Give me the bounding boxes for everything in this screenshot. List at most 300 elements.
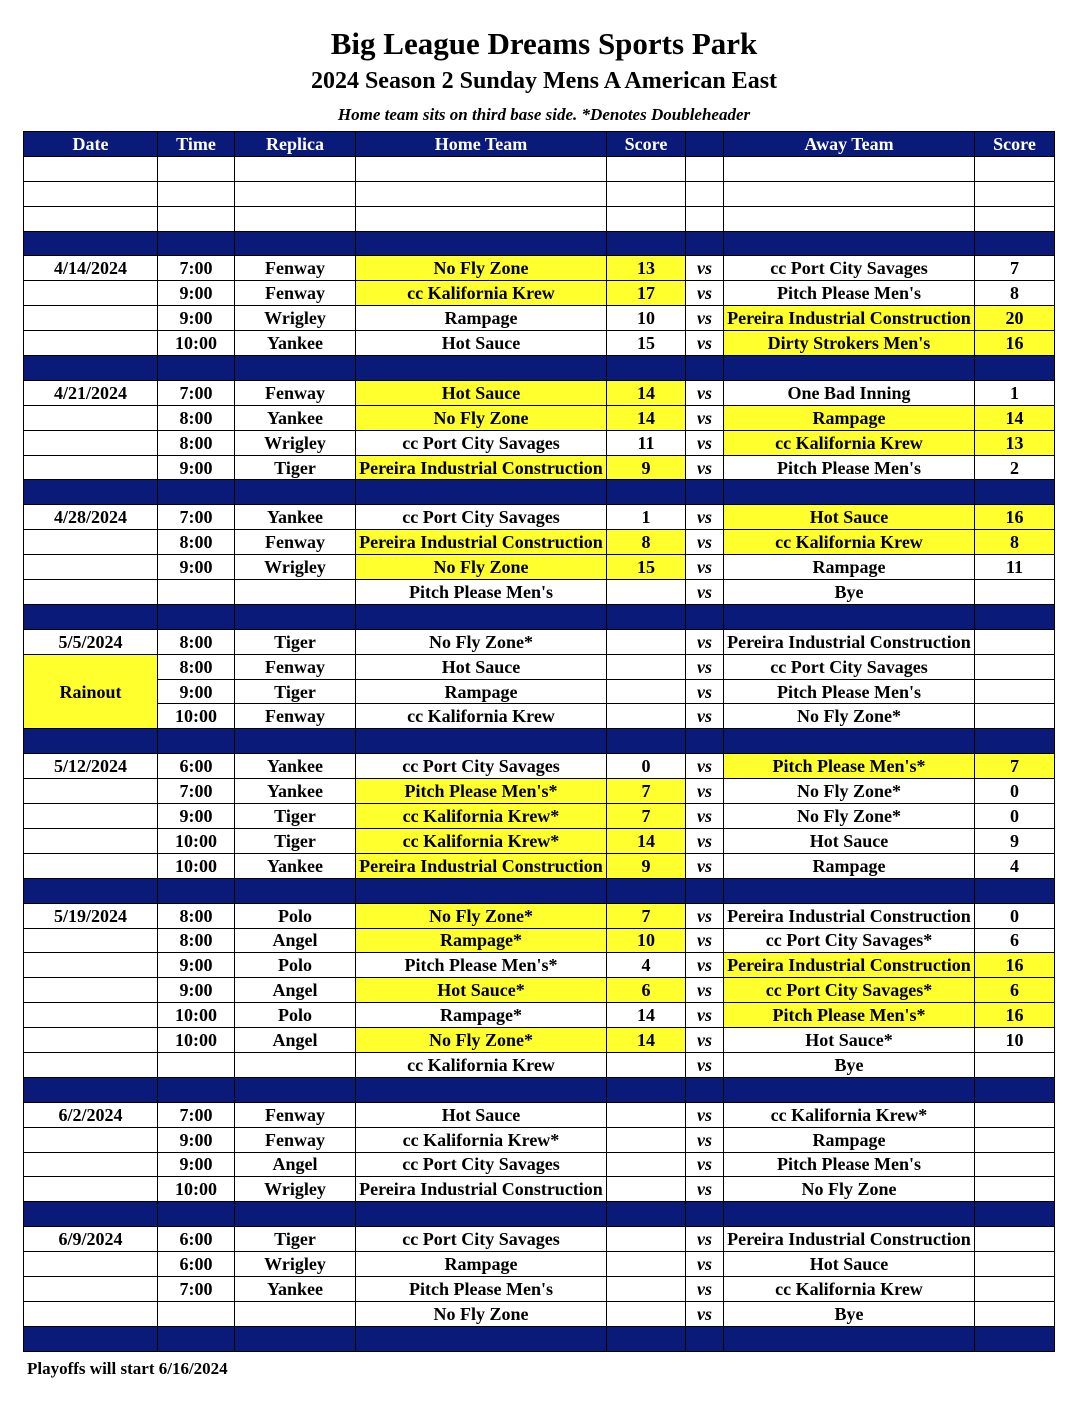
game-time	[158, 580, 235, 605]
game-time: 10:00	[158, 1003, 235, 1028]
home-team: Rampage	[356, 679, 607, 704]
empty-cell	[975, 206, 1055, 231]
vs-label: vs	[686, 306, 724, 331]
home-score	[607, 580, 686, 605]
home-team: cc Port City Savages	[356, 505, 607, 530]
week-separator-row	[24, 480, 1055, 505]
home-team: cc Port City Savages	[356, 1152, 607, 1177]
col-header-time: Time	[158, 132, 235, 157]
vs-label: vs	[686, 281, 724, 306]
home-team: cc Port City Savages	[356, 430, 607, 455]
separator-cell	[975, 356, 1055, 381]
vs-label: vs	[686, 1127, 724, 1152]
away-score: 6	[975, 978, 1055, 1003]
game-row	[24, 1301, 1055, 1326]
home-score: 7	[607, 804, 686, 829]
home-team: No Fly Zone*	[356, 629, 607, 654]
schedule-table	[23, 131, 1055, 1352]
home-score: 8	[607, 530, 686, 555]
game-row	[24, 331, 1055, 356]
vs-label: vs	[686, 455, 724, 480]
game-field: Polo	[235, 903, 356, 928]
game-time: 9:00	[158, 306, 235, 331]
game-row	[24, 430, 1055, 455]
vs-label: vs	[686, 754, 724, 779]
game-field: Wrigley	[235, 306, 356, 331]
separator-cell	[607, 1326, 686, 1351]
week-separator-row	[24, 878, 1055, 903]
vs-label: vs	[686, 1028, 724, 1053]
away-team: Rampage	[724, 405, 975, 430]
game-row	[24, 380, 1055, 405]
game-date	[24, 555, 158, 580]
away-team: Bye	[724, 580, 975, 605]
away-team: No Fly Zone	[724, 1177, 975, 1202]
away-team: Pereira Industrial Construction	[724, 306, 975, 331]
game-row	[24, 505, 1055, 530]
home-score: 13	[607, 256, 686, 281]
game-date	[24, 1003, 158, 1028]
vs-label: vs	[686, 331, 724, 356]
game-field	[235, 1301, 356, 1326]
separator-cell	[724, 480, 975, 505]
home-team: No Fly Zone	[356, 405, 607, 430]
home-score	[607, 654, 686, 679]
separator-cell	[975, 1326, 1055, 1351]
empty-cell	[686, 181, 724, 206]
week-separator-row	[24, 356, 1055, 381]
home-score	[607, 1301, 686, 1326]
vs-label: vs	[686, 580, 724, 605]
game-time: 10:00	[158, 331, 235, 356]
away-score: 8	[975, 530, 1055, 555]
home-team: cc Port City Savages	[356, 1227, 607, 1252]
home-team: Pitch Please Men's	[356, 1276, 607, 1301]
empty-cell	[158, 181, 235, 206]
game-time: 6:00	[158, 754, 235, 779]
separator-cell	[356, 878, 607, 903]
home-team: cc Kalifornia Krew	[356, 281, 607, 306]
vs-label: vs	[686, 654, 724, 679]
col-header-home-team: Home Team	[356, 132, 607, 157]
game-row	[24, 1276, 1055, 1301]
away-team: Hot Sauce	[724, 828, 975, 853]
game-row	[24, 1227, 1055, 1252]
home-score: 10	[607, 306, 686, 331]
vs-label: vs	[686, 1301, 724, 1326]
game-time: 7:00	[158, 1276, 235, 1301]
vs-label: vs	[686, 1177, 724, 1202]
game-date	[24, 1152, 158, 1177]
game-field: Angel	[235, 978, 356, 1003]
empty-cell	[686, 206, 724, 231]
game-time: 7:00	[158, 505, 235, 530]
vs-label: vs	[686, 1052, 724, 1077]
separator-cell	[686, 729, 724, 754]
empty-cell	[724, 156, 975, 181]
home-team: Pereira Industrial Construction	[356, 853, 607, 878]
game-row	[24, 281, 1055, 306]
blank-row	[24, 156, 1055, 181]
home-score: 14	[607, 380, 686, 405]
week-separator-row	[24, 1202, 1055, 1227]
home-score	[607, 1102, 686, 1127]
away-score: 0	[975, 804, 1055, 829]
away-score	[975, 679, 1055, 704]
game-date	[24, 1028, 158, 1053]
game-date: 4/21/2024	[24, 380, 158, 405]
game-time: 9:00	[158, 555, 235, 580]
home-score: 9	[607, 455, 686, 480]
game-field: Angel	[235, 1028, 356, 1053]
game-date	[24, 306, 158, 331]
week-separator-row	[24, 1077, 1055, 1102]
separator-cell	[724, 1202, 975, 1227]
vs-label: vs	[686, 1252, 724, 1277]
game-date	[24, 1276, 158, 1301]
game-field: Wrigley	[235, 1252, 356, 1277]
game-field: Yankee	[235, 754, 356, 779]
home-score: 4	[607, 953, 686, 978]
game-date	[24, 430, 158, 455]
separator-cell	[607, 604, 686, 629]
game-date	[24, 1252, 158, 1277]
game-row	[24, 455, 1055, 480]
home-score: 14	[607, 1028, 686, 1053]
separator-cell	[158, 356, 235, 381]
game-row	[24, 1102, 1055, 1127]
col-header-date: Date	[24, 132, 158, 157]
separator-cell	[724, 231, 975, 256]
game-field: Yankee	[235, 405, 356, 430]
home-score	[607, 1152, 686, 1177]
vs-label: vs	[686, 1152, 724, 1177]
vs-label: vs	[686, 555, 724, 580]
game-field: Yankee	[235, 505, 356, 530]
vs-label: vs	[686, 1102, 724, 1127]
game-field: Tiger	[235, 455, 356, 480]
vs-label: vs	[686, 430, 724, 455]
game-row	[24, 1127, 1055, 1152]
away-team: Dirty Strokers Men's	[724, 331, 975, 356]
home-team: Hot Sauce	[356, 380, 607, 405]
separator-cell	[356, 231, 607, 256]
home-team: Hot Sauce	[356, 1102, 607, 1127]
game-field: Yankee	[235, 853, 356, 878]
game-date: 4/28/2024	[24, 505, 158, 530]
home-team: Pitch Please Men's	[356, 580, 607, 605]
home-team: cc Kalifornia Krew*	[356, 1127, 607, 1152]
away-team: Pitch Please Men's	[724, 455, 975, 480]
home-score: 6	[607, 978, 686, 1003]
away-score: 9	[975, 828, 1055, 853]
game-time	[158, 1301, 235, 1326]
game-date	[24, 853, 158, 878]
empty-cell	[235, 206, 356, 231]
separator-cell	[158, 1326, 235, 1351]
away-score: 10	[975, 1028, 1055, 1053]
game-row	[24, 1152, 1055, 1177]
game-date	[24, 281, 158, 306]
game-field: Fenway	[235, 256, 356, 281]
schedule-note: Home team sits on third base side. *Denotes Doubleheader	[337, 105, 751, 124]
home-team: Pereira Industrial Construction	[356, 530, 607, 555]
separator-cell	[158, 604, 235, 629]
game-time: 7:00	[158, 256, 235, 281]
home-score: 11	[607, 430, 686, 455]
separator-cell	[724, 1326, 975, 1351]
separator-cell	[686, 1077, 724, 1102]
separator-cell	[356, 480, 607, 505]
game-row	[24, 779, 1055, 804]
separator-cell	[686, 1202, 724, 1227]
vs-label: vs	[686, 903, 724, 928]
game-row	[24, 953, 1055, 978]
separator-cell	[975, 480, 1055, 505]
home-score	[607, 679, 686, 704]
separator-cell	[724, 604, 975, 629]
empty-cell	[975, 181, 1055, 206]
empty-cell	[356, 156, 607, 181]
away-team: Pitch Please Men's*	[724, 1003, 975, 1028]
home-score: 0	[607, 754, 686, 779]
game-field: Tiger	[235, 679, 356, 704]
home-score: 7	[607, 779, 686, 804]
game-date	[24, 530, 158, 555]
away-team: cc Kalifornia Krew*	[724, 1102, 975, 1127]
game-date: 5/19/2024	[24, 903, 158, 928]
away-team: Bye	[724, 1301, 975, 1326]
game-time: 9:00	[158, 953, 235, 978]
separator-cell	[686, 878, 724, 903]
away-team: Rampage	[724, 1127, 975, 1152]
away-score	[975, 629, 1055, 654]
game-field: Polo	[235, 1003, 356, 1028]
away-team: Pereira Industrial Construction	[724, 953, 975, 978]
game-field: Fenway	[235, 281, 356, 306]
game-time: 6:00	[158, 1227, 235, 1252]
game-row	[24, 1028, 1055, 1053]
home-score: 10	[607, 928, 686, 953]
game-row	[24, 754, 1055, 779]
separator-cell	[686, 1326, 724, 1351]
home-score: 17	[607, 281, 686, 306]
separator-cell	[158, 1077, 235, 1102]
separator-cell	[356, 356, 607, 381]
week-separator-row	[24, 231, 1055, 256]
game-field: Fenway	[235, 654, 356, 679]
vs-label: vs	[686, 853, 724, 878]
home-score	[607, 1252, 686, 1277]
home-score	[607, 629, 686, 654]
home-score	[607, 704, 686, 729]
home-team: No Fly Zone*	[356, 1028, 607, 1053]
away-team: One Bad Inning	[724, 380, 975, 405]
home-team: Hot Sauce	[356, 654, 607, 679]
game-field	[235, 580, 356, 605]
separator-cell	[607, 356, 686, 381]
away-team: Pereira Industrial Construction	[724, 903, 975, 928]
separator-cell	[158, 1202, 235, 1227]
vs-label: vs	[686, 530, 724, 555]
away-score: 16	[975, 331, 1055, 356]
home-team: cc Kalifornia Krew	[356, 704, 607, 729]
separator-cell	[686, 231, 724, 256]
separator-cell	[235, 1326, 356, 1351]
game-date	[24, 978, 158, 1003]
game-date	[24, 455, 158, 480]
col-header-away-team: Away Team	[724, 132, 975, 157]
away-score: 4	[975, 853, 1055, 878]
home-score	[607, 1276, 686, 1301]
game-time: 9:00	[158, 1152, 235, 1177]
away-team: cc Port City Savages*	[724, 978, 975, 1003]
game-time: 9:00	[158, 804, 235, 829]
game-row	[24, 306, 1055, 331]
vs-label: vs	[686, 1276, 724, 1301]
separator-cell	[607, 729, 686, 754]
vs-label: vs	[686, 828, 724, 853]
separator-cell	[235, 729, 356, 754]
game-time	[158, 1052, 235, 1077]
game-row	[24, 679, 1055, 704]
game-field: Yankee	[235, 1276, 356, 1301]
game-time: 9:00	[158, 1127, 235, 1152]
separator-cell	[235, 231, 356, 256]
game-row	[24, 828, 1055, 853]
away-team: Pereira Industrial Construction	[724, 629, 975, 654]
week-separator-row	[24, 729, 1055, 754]
away-score	[975, 1276, 1055, 1301]
away-score: 16	[975, 505, 1055, 530]
game-time: 10:00	[158, 1177, 235, 1202]
home-score: 15	[607, 555, 686, 580]
home-team: Pitch Please Men's*	[356, 779, 607, 804]
game-field: Yankee	[235, 779, 356, 804]
away-score	[975, 580, 1055, 605]
away-score	[975, 1127, 1055, 1152]
empty-cell	[235, 156, 356, 181]
game-time: 9:00	[158, 281, 235, 306]
game-row	[24, 555, 1055, 580]
game-time: 9:00	[158, 978, 235, 1003]
away-team: No Fly Zone*	[724, 704, 975, 729]
separator-cell	[158, 729, 235, 754]
game-time: 9:00	[158, 679, 235, 704]
game-row	[24, 1052, 1055, 1077]
table-header-row	[24, 132, 1055, 157]
week-separator-row	[24, 1326, 1055, 1351]
game-field: Fenway	[235, 1102, 356, 1127]
away-team: cc Kalifornia Krew	[724, 530, 975, 555]
separator-cell	[235, 1077, 356, 1102]
away-score: 11	[975, 555, 1055, 580]
separator-cell	[724, 1077, 975, 1102]
page-subtitle: 2024 Season 2 Sunday Mens A American East	[310, 68, 778, 94]
separator-cell	[235, 604, 356, 629]
separator-cell	[975, 729, 1055, 754]
away-team: Pereira Industrial Construction	[724, 1227, 975, 1252]
separator-cell	[356, 604, 607, 629]
away-score: 0	[975, 779, 1055, 804]
game-field: Tiger	[235, 1227, 356, 1252]
game-date	[24, 779, 158, 804]
game-time: 6:00	[158, 1252, 235, 1277]
game-time: 9:00	[158, 455, 235, 480]
game-row	[24, 704, 1055, 729]
separator-cell	[686, 604, 724, 629]
separator-cell	[607, 878, 686, 903]
away-score	[975, 1227, 1055, 1252]
away-team: No Fly Zone*	[724, 779, 975, 804]
empty-cell	[24, 181, 158, 206]
away-score	[975, 1301, 1055, 1326]
home-team: Rampage*	[356, 1003, 607, 1028]
game-time: 10:00	[158, 853, 235, 878]
home-team: Rampage	[356, 1252, 607, 1277]
blank-row	[24, 206, 1055, 231]
separator-cell	[356, 1326, 607, 1351]
separator-cell	[235, 356, 356, 381]
game-time: 10:00	[158, 704, 235, 729]
separator-cell	[158, 231, 235, 256]
separator-cell	[975, 878, 1055, 903]
game-field: Wrigley	[235, 430, 356, 455]
separator-cell	[607, 1202, 686, 1227]
separator-cell	[356, 1202, 607, 1227]
game-date	[24, 1177, 158, 1202]
away-team: Rampage	[724, 853, 975, 878]
separator-cell	[975, 231, 1055, 256]
game-row	[24, 903, 1055, 928]
empty-cell	[686, 156, 724, 181]
game-time: 10:00	[158, 1028, 235, 1053]
separator-cell	[975, 1077, 1055, 1102]
empty-cell	[356, 181, 607, 206]
away-team: Hot Sauce	[724, 505, 975, 530]
home-team: No Fly Zone	[356, 1301, 607, 1326]
game-row	[24, 1252, 1055, 1277]
game-date	[24, 1127, 158, 1152]
away-score	[975, 704, 1055, 729]
game-date	[24, 804, 158, 829]
schedule-body	[24, 156, 1055, 1351]
home-team: cc Kalifornia Krew*	[356, 828, 607, 853]
separator-cell	[356, 1077, 607, 1102]
away-team: Pitch Please Men's	[724, 1152, 975, 1177]
game-time: 8:00	[158, 928, 235, 953]
week-separator-row	[24, 604, 1055, 629]
home-team: Hot Sauce	[356, 331, 607, 356]
game-field: Tiger	[235, 629, 356, 654]
away-score	[975, 1052, 1055, 1077]
game-date: 4/14/2024	[24, 256, 158, 281]
away-team: Bye	[724, 1052, 975, 1077]
blank-row	[24, 181, 1055, 206]
home-score: 14	[607, 405, 686, 430]
empty-cell	[158, 206, 235, 231]
game-time: 8:00	[158, 430, 235, 455]
home-score	[607, 1177, 686, 1202]
empty-cell	[724, 181, 975, 206]
game-time: 8:00	[158, 903, 235, 928]
home-team: Pereira Industrial Construction	[356, 1177, 607, 1202]
playoffs-footnote: Playoffs will start 6/16/2024	[27, 1359, 228, 1378]
home-team: Rampage*	[356, 928, 607, 953]
vs-label: vs	[686, 704, 724, 729]
vs-label: vs	[686, 256, 724, 281]
away-score: 0	[975, 903, 1055, 928]
